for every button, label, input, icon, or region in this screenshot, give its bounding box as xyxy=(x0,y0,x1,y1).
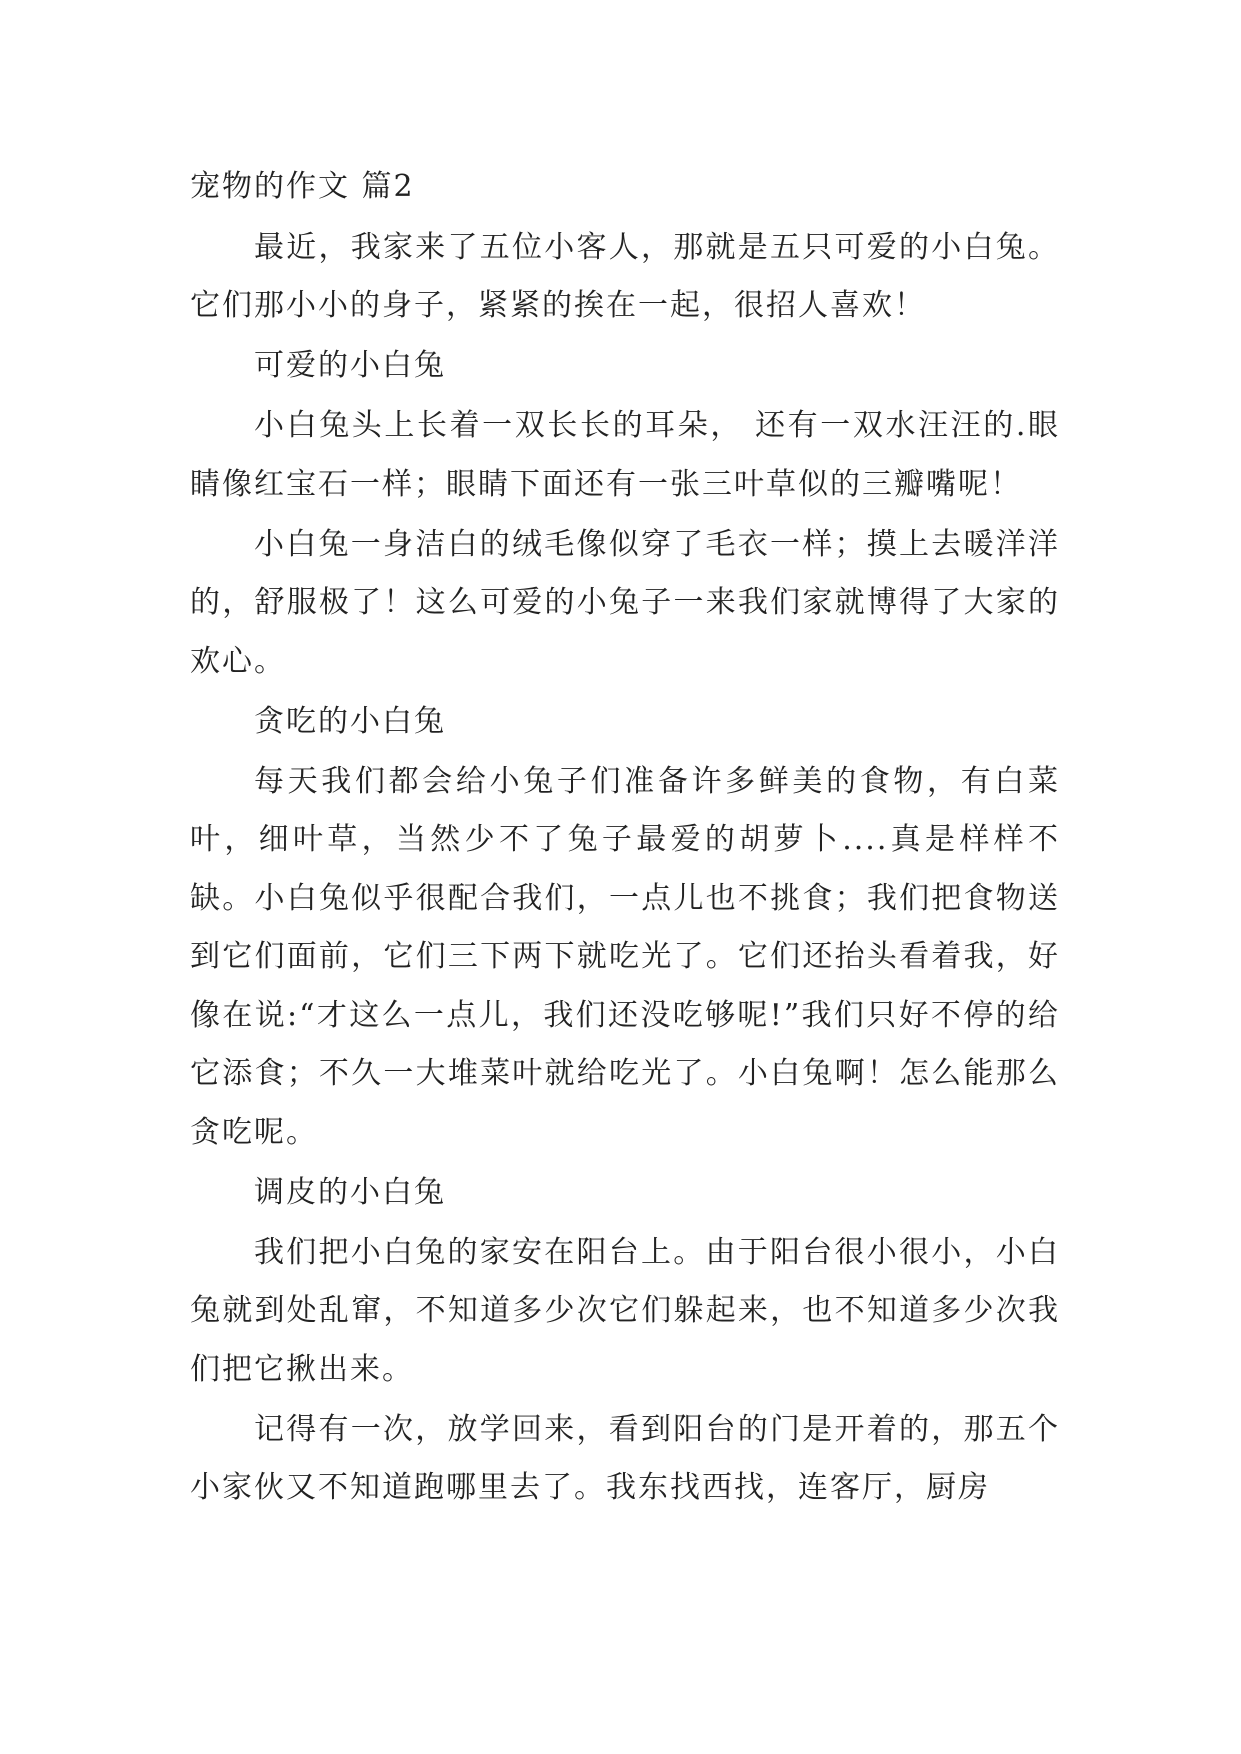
document-title: 宠物的作文 篇2 xyxy=(190,169,415,204)
section-heading-naughty: 调皮的小白兔 xyxy=(254,1174,446,1210)
paragraph-intro: 最近，我家来了五位小客人，那就是五只可爱的小白兔。它们那小小的身子，紧紧的挨在一起，很招人喜欢！ xyxy=(190,229,1060,323)
section-heading-cute: 可爱的小白兔 xyxy=(254,348,446,383)
paragraph-ears-eyes: 小白兔头上长着一双长长的耳朵， 还有一双水汪汪的.眼睛像红宝石一样；眼睛下面还有一张三叶草似的三瓣嘴呢！ xyxy=(190,408,1060,502)
paragraph-memory: 记得有一次，放学回来，看到阳台的门是开着的，那五个小家伙又不知道跑哪里去了。我东找西找，连客厅，厨房 xyxy=(190,1411,1060,1505)
paragraph-balcony: 我们把小白兔的家安在阳台上。由于阳台很小很小，小白兔就到处乱窜，不知道多少次它们躲起来，也不知道多少次我们把它揪出来。 xyxy=(190,1234,1060,1387)
paragraph-fur: 小白兔一身洁白的绒毛像似穿了毛衣一样；摸上去暖洋洋的，舒服极了！这么可爱的小兔子一来我们家就博得了大家的欢心。 xyxy=(190,526,1060,679)
paragraph-feeding: 每天我们都会给小兔子们准备许多鲜美的食物，有白菜叶，细叶草，当然少不了兔子最爱的胡萝卜....真是样样不缺。小白兔似乎很配合我们，一点儿也不挑食；我们把食物送到它们面前，它们三下两下就吃光了。它们还抬头看着我，好像在说:“才这么一点儿，我们还没吃够呢!”我们只好不停的给它添食；不久一大堆菜叶就给吃光了。小白兔啊！怎么能那么贪吃呢。 xyxy=(190,763,1060,1150)
document-body xyxy=(190,158,1060,1519)
section-heading-greedy: 贪吃的小白兔 xyxy=(254,703,446,739)
